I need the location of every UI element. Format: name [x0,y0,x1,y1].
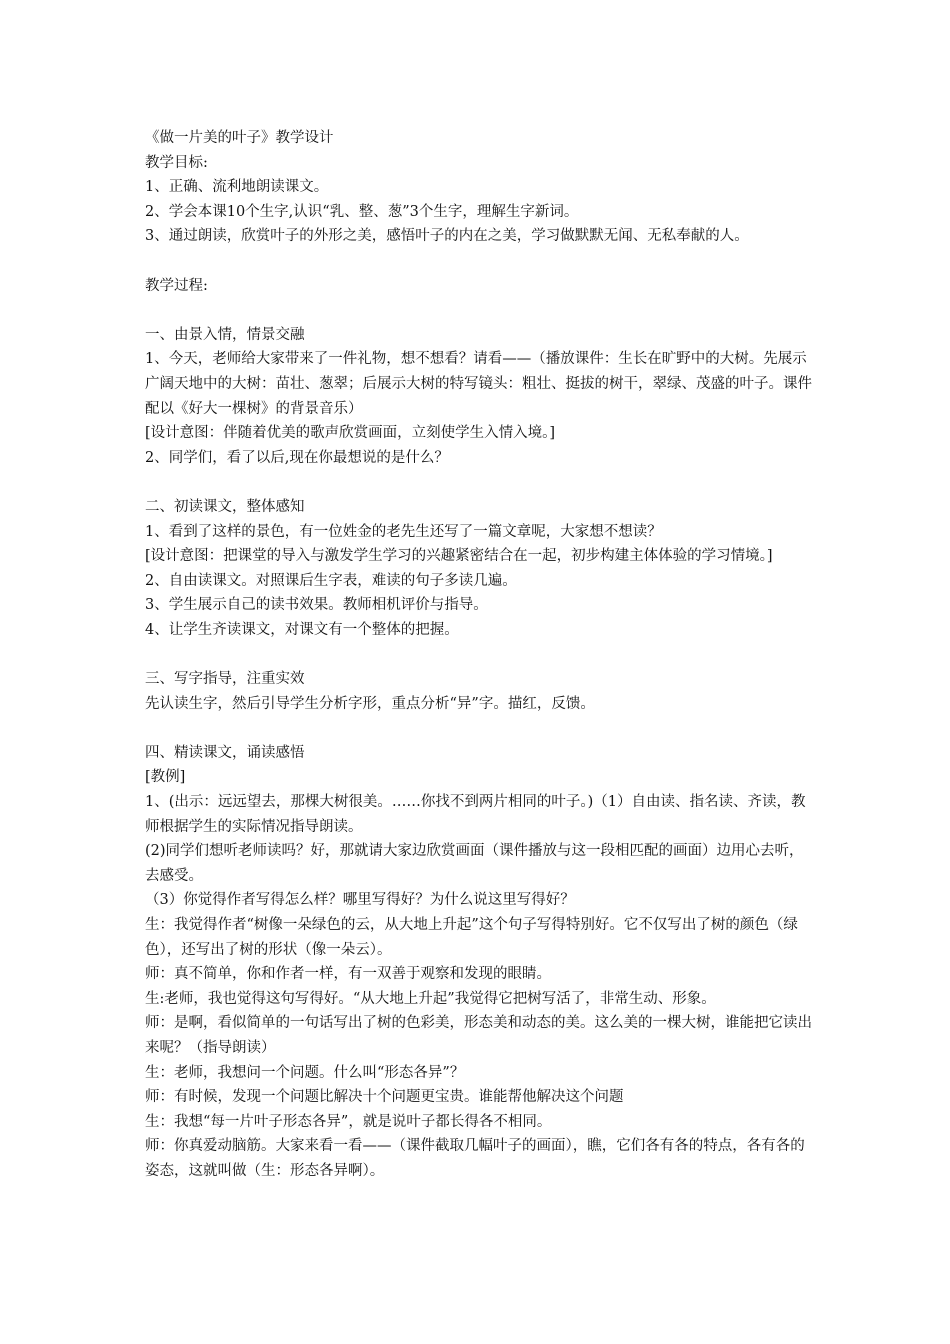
objectives-heading: 教学目标: [145,154,208,171]
paragraph: 1、今天，老师给大家带来了一件礼物，想不想看？请看——（播放课件：生长在旷野中的大树。先展示广阔天地中的大树：苗壮、葱翠；后展示大树的特写镜头：粗壮、挺拔的树干，翠绿、茂盛的叶子。课件配以《好大一棵树》的背景音乐） [145,351,812,417]
section-heading: 一、由景入情，情景交融 [145,326,305,343]
spacer [145,249,817,274]
objective-item: 1、正确、流利地朗读课文。 [145,179,329,196]
dialogue-line: 生：我觉得作者“树像一朵绿色的云，从大地上升起”这个句子写得特别好。它不仅写出了树的颜色（绿色），还写出了树的形状（像一朵云）。 [145,917,798,958]
process-heading: 教学过程: [145,277,208,294]
paragraph: 1、看到了这样的景色，有一位姓金的老先生还写了一篇文章呢，大家想不想读？ [145,523,662,540]
paragraph: 2、自由读课文。对照课后生字表，难读的句子多读几遍。 [145,572,517,589]
spacer [145,298,817,323]
dialogue-line: 生：老师，我想问一个问题。什么叫“形态各异”？ [145,1064,465,1081]
document-title: 《做一片美的叶子》教学设计 [145,130,334,146]
spacer [145,716,817,741]
paragraph: 3、学生展示自己的读书效果。教师相机评价与指导。 [145,597,488,614]
spacer [145,642,817,667]
dialogue-line: 师：是啊，看似简单的一句话写出了树的色彩美，形态美和动态的美。这么美的一棵大树，谁能把它读出来呢？（指导朗读） [145,1015,812,1056]
section-heading: 二、初读课文，整体感知 [145,498,305,515]
dialogue-line: 师：真不简单，你和作者一样，有一双善于观察和发现的眼睛。 [145,966,551,983]
example-label: [教例] [145,769,186,786]
paragraph: 1、(出示：远远望去，那棵大树很美。……你找不到两片相同的叶子。)（1）自由读、指名读、齐读，教师根据学生的实际情况指导朗读。 [145,794,806,835]
spacer [145,470,817,495]
dialogue-line: 师：有时候，发现一个问题比解决十个问题更宝贵。谁能帮他解决这个问题 [145,1089,624,1106]
dialogue-line: 师：你真爱动脑筋。大家来看一看——（课件截取几幅叶子的画面），瞧，它们各有各的特点，各有各的姿态，这就叫做（生：形态各异啊）。 [145,1138,805,1179]
paragraph: (2)同学们想听老师读吗？好，那就请大家边欣赏画面（课件播放与这一段相匹配的画面）边用心去听，去感受。 [145,843,804,884]
objective-item: 2、学会本课10个生字,认识“乳、整、葱”3个生字，理解生字新词。 [145,203,579,220]
dialogue-line: 生：我想“每一片叶子形态各异”，就是说叶子都长得各不相同。 [145,1113,552,1130]
section-heading: 三、写字指导，注重实效 [145,671,305,688]
paragraph: 先认读生字，然后引导学生分析字形，重点分析“异”字。描红，反馈。 [145,695,595,712]
section-heading: 四、精读课文，诵读感悟 [145,744,305,761]
design-note: [设计意图：把课堂的导入与激发学生学习的兴趣紧密结合在一起，初步构建主体体验的学习情境。] [145,548,773,565]
paragraph: 4、让学生齐读课文，对课文有一个整体的把握。 [145,621,459,638]
dialogue-line: 生:老师，我也觉得这句写得好。“从大地上升起”我觉得它把树写活了，非常生动、形象。 [145,990,716,1007]
objective-item: 3、通过朗读，欣赏叶子的外形之美，感悟叶子的内在之美，学习做默默无闻、无私奉献的人。 [145,228,749,245]
paragraph: 2、同学们，看了以后,现在你最想说的是什么？ [145,449,449,466]
document-body [145,126,817,1184]
paragraph: （3）你觉得作者写得怎么样？哪里写得好？为什么说这里写得好？ [145,892,575,909]
design-note: [设计意图：伴随着优美的歌声欣赏画面，立刻使学生入情入境。] [145,425,556,442]
